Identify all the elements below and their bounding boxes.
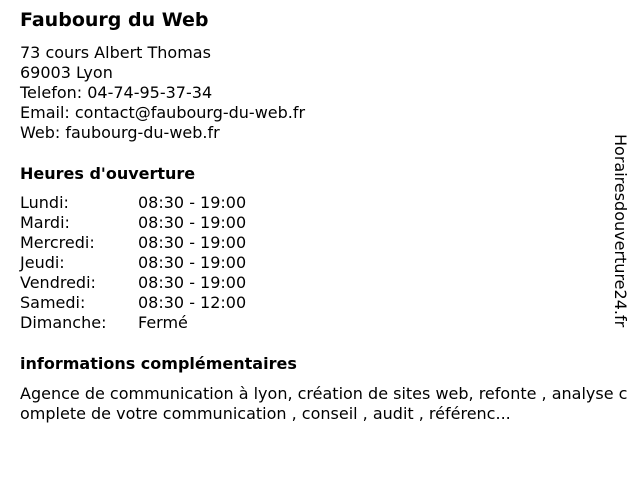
time-range: 08:30 - 19:00 [138,193,247,212]
hours-row [20,273,246,293]
address-city: 69003 Lyon [20,63,113,82]
day-label: Dimanche: [20,313,107,332]
contact-block [20,43,305,143]
address-street: 73 cours Albert Thomas [20,43,211,62]
phone-number: Telefon: 04-74-95-37-34 [20,83,213,102]
day-label: Vendredi: [20,273,96,292]
day-label: Mercredi: [20,233,95,252]
time-range: 08:30 - 19:00 [138,273,247,292]
hours-row [20,193,246,213]
email-address: Email: contact@faubourg-du-web.fr [20,103,306,122]
hours-row [20,233,246,253]
day-label: Mardi: [20,213,70,232]
business-name: Faubourg du Web [20,9,209,31]
time-range: 08:30 - 19:00 [138,253,247,272]
hours-row [20,253,246,273]
website: Web: faubourg-du-web.fr [20,123,220,142]
info-heading: informations complémentaires [20,354,297,373]
time-range: Fermé [138,313,188,332]
hours-heading: Heures d'ouverture [20,164,196,183]
hours-table [20,193,246,333]
day-label: Lundi: [20,193,69,212]
time-range: 08:30 - 12:00 [138,293,247,312]
time-range: 08:30 - 19:00 [138,213,247,232]
hours-row [20,313,246,333]
day-label: Jeudi: [20,253,65,272]
site-watermark: Horairesdouverture24.fr [611,134,630,328]
info-text: Agence de communication à lyon, création de sites web, refonte , analyse complete de votre communication , conseil , audit , référenc... [20,384,628,423]
hours-row [20,293,246,313]
hours-row [20,213,246,233]
day-label: Samedi: [20,293,86,312]
time-range: 08:30 - 19:00 [138,233,247,252]
